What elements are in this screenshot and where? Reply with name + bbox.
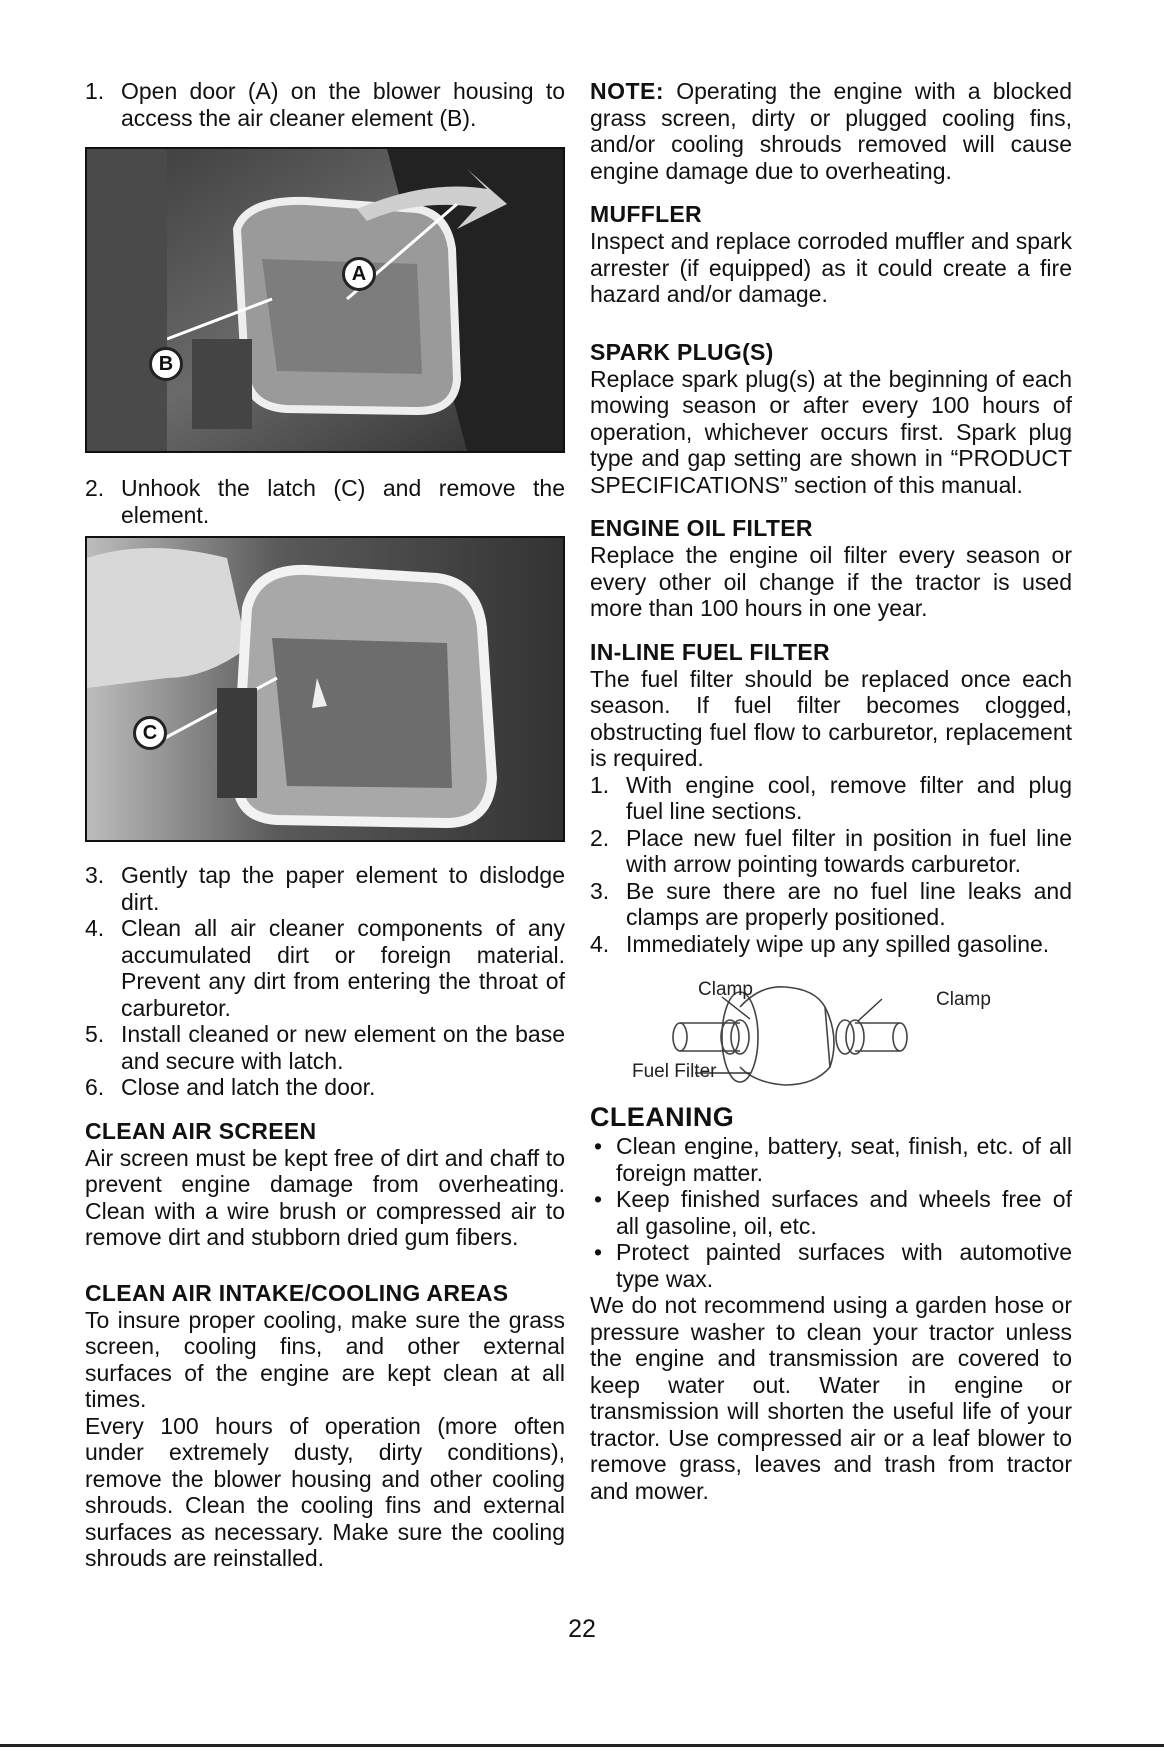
section-heading-oil-filter: ENGINE OIL FILTER <box>590 515 813 541</box>
oil-filter-text: Replace the engine oil filter every season or every other oil change if the tractor is used more than 100 hours in one year. <box>590 542 1072 621</box>
cooling-areas-text-1: To insure proper cooling, make sure the grass screen, cooling fins, and other external surfaces of the engine are kept clean at all times. <box>85 1306 565 1412</box>
fuel-filter-diagram <box>590 977 1072 1089</box>
step-number: 3. <box>590 877 610 904</box>
step-text: Be sure there are no fuel line leaks and clamps are properly positioned. <box>626 877 1072 930</box>
step-number: 4. <box>85 915 105 941</box>
step-item <box>590 772 1072 825</box>
step-item <box>590 878 1072 931</box>
label-fuel-filter: Fuel Filter <box>632 1061 717 1082</box>
step-text: Clean all air cleaner components of any accumulated dirt or foreign material. Prevent any dirt from entering the throat of carburetor. <box>121 915 565 1021</box>
step-text: Unhook the latch (C) and remove the element. <box>121 475 565 528</box>
page-number: 22 <box>568 1615 596 1643</box>
label-clamp-left: Clamp <box>698 979 753 1000</box>
air-cleaner-steps-b <box>85 475 565 528</box>
fuel-filter-steps <box>590 772 1072 958</box>
step-number: 6. <box>85 1074 105 1100</box>
section-heading-muffler: MUFFLER <box>590 201 702 227</box>
fuel-filter-text: The fuel filter should be replaced once each season. If fuel filter becomes clogged, obstructing fuel flow to carburetor, replacement is required. <box>590 665 1072 771</box>
clean-air-screen-text: Air screen must be kept free of dirt and chaff to prevent engine damage from overheating. Clean with a wire brush or compressed air to remove dirt and stubborn dried gum fibers. <box>85 1144 565 1250</box>
cooling-areas-text-2: Every 100 hours of operation (more often under extremely dusty, dirty conditions), remove the blower housing and other cooling shrouds. Clean the cooling fins and external surfaces as necessary. Make sure the cooling shrouds are reinstalled. <box>85 1412 565 1571</box>
step-text: Immediately wipe up any spilled gasoline. <box>626 930 1050 957</box>
bullet-item: • Keep finished surfaces and wheels free of all gasoline, oil, etc. <box>590 1186 1072 1239</box>
section-heading-fuel-filter: IN-LINE FUEL FILTER <box>590 638 830 665</box>
muffler-text: Inspect and replace corroded muffler and spark arrester (if equipped) as it could create a fire hazard and/or damage. <box>590 228 1072 307</box>
step-number: 3. <box>85 862 105 888</box>
step-text: With engine cool, remove filter and plug fuel line sections. <box>626 771 1072 824</box>
step-text: Close and latch the door. <box>121 1074 376 1100</box>
step-text: Open door (A) on the blower housing to access the air cleaner element (B). <box>121 78 565 131</box>
step-number: 1. <box>590 771 610 798</box>
spark-plugs-text: Replace spark plug(s) at the beginning of each mowing season or after every 100 hours of operation, whichever occurs first. Spark plug type and gap setting are shown in “PRODUCT SPECIFICATIONS” section of this manual. <box>590 365 1072 498</box>
step-number: 1. <box>85 78 105 104</box>
note-label: NOTE: <box>590 78 665 104</box>
step-item <box>85 862 565 915</box>
section-heading-clean-air-screen: CLEAN AIR SCREEN <box>85 1117 317 1144</box>
bullet-item: • Clean engine, battery, seat, finish, etc. of all foreign matter. <box>590 1133 1072 1186</box>
air-cleaner-steps-c <box>85 862 565 1101</box>
step-item <box>590 825 1072 878</box>
callout-c: C <box>133 716 167 750</box>
step-item <box>85 1021 565 1074</box>
air-cleaner-steps-a <box>85 78 565 131</box>
photo-illustration <box>87 149 563 451</box>
photo-illustration <box>87 538 563 840</box>
step-text: Install cleaned or new element on the base and secure with latch. <box>121 1021 565 1074</box>
left-column <box>85 78 565 1572</box>
step-item <box>85 78 565 131</box>
note-text: Operating the engine with a blocked grass screen, dirty or plugged cooling fins, and/or cooling shrouds removed will cause engine damage due to overheating. <box>590 78 1073 184</box>
step-text: Gently tap the paper element to dislodge dirt. <box>121 862 565 915</box>
bottom-rule <box>0 1744 1164 1747</box>
step-text: Place new fuel filter in position in fuel line with arrow pointing towards carburetor. <box>626 824 1072 877</box>
section-heading-cleaning: CLEANING <box>590 1102 735 1132</box>
step-item <box>85 1074 565 1101</box>
right-column <box>590 78 1072 1504</box>
bullet-item: • Protect painted surfaces with automotive type wax. <box>590 1239 1072 1292</box>
callout-a: A <box>342 257 376 291</box>
cleaning-bullets <box>590 1133 1072 1292</box>
step-number: 5. <box>85 1021 105 1047</box>
step-item <box>590 931 1072 958</box>
step-item <box>85 475 565 528</box>
callout-b: B <box>149 347 183 381</box>
step-number: 2. <box>85 475 105 501</box>
photo-element-latch <box>85 536 565 842</box>
section-heading-spark-plugs: SPARK PLUG(S) <box>590 338 774 365</box>
section-heading-cooling-areas: CLEAN AIR INTAKE/COOLING AREAS <box>85 1279 509 1306</box>
cleaning-text: We do not recommend using a garden hose or pressure washer to clean your tractor unless the engine and transmission are covered to keep water out. Water in engine or transmission will shorten the useful life of your tractor. Use compressed air or a leaf blower to remove grass, leaves and trash from tractor and mower. <box>590 1292 1072 1504</box>
step-number: 2. <box>590 824 610 851</box>
label-clamp-right: Clamp <box>936 989 991 1010</box>
photo-blower-housing-door <box>85 147 565 453</box>
note-paragraph <box>590 78 1072 184</box>
step-item <box>85 915 565 1021</box>
step-number: 4. <box>590 930 610 957</box>
